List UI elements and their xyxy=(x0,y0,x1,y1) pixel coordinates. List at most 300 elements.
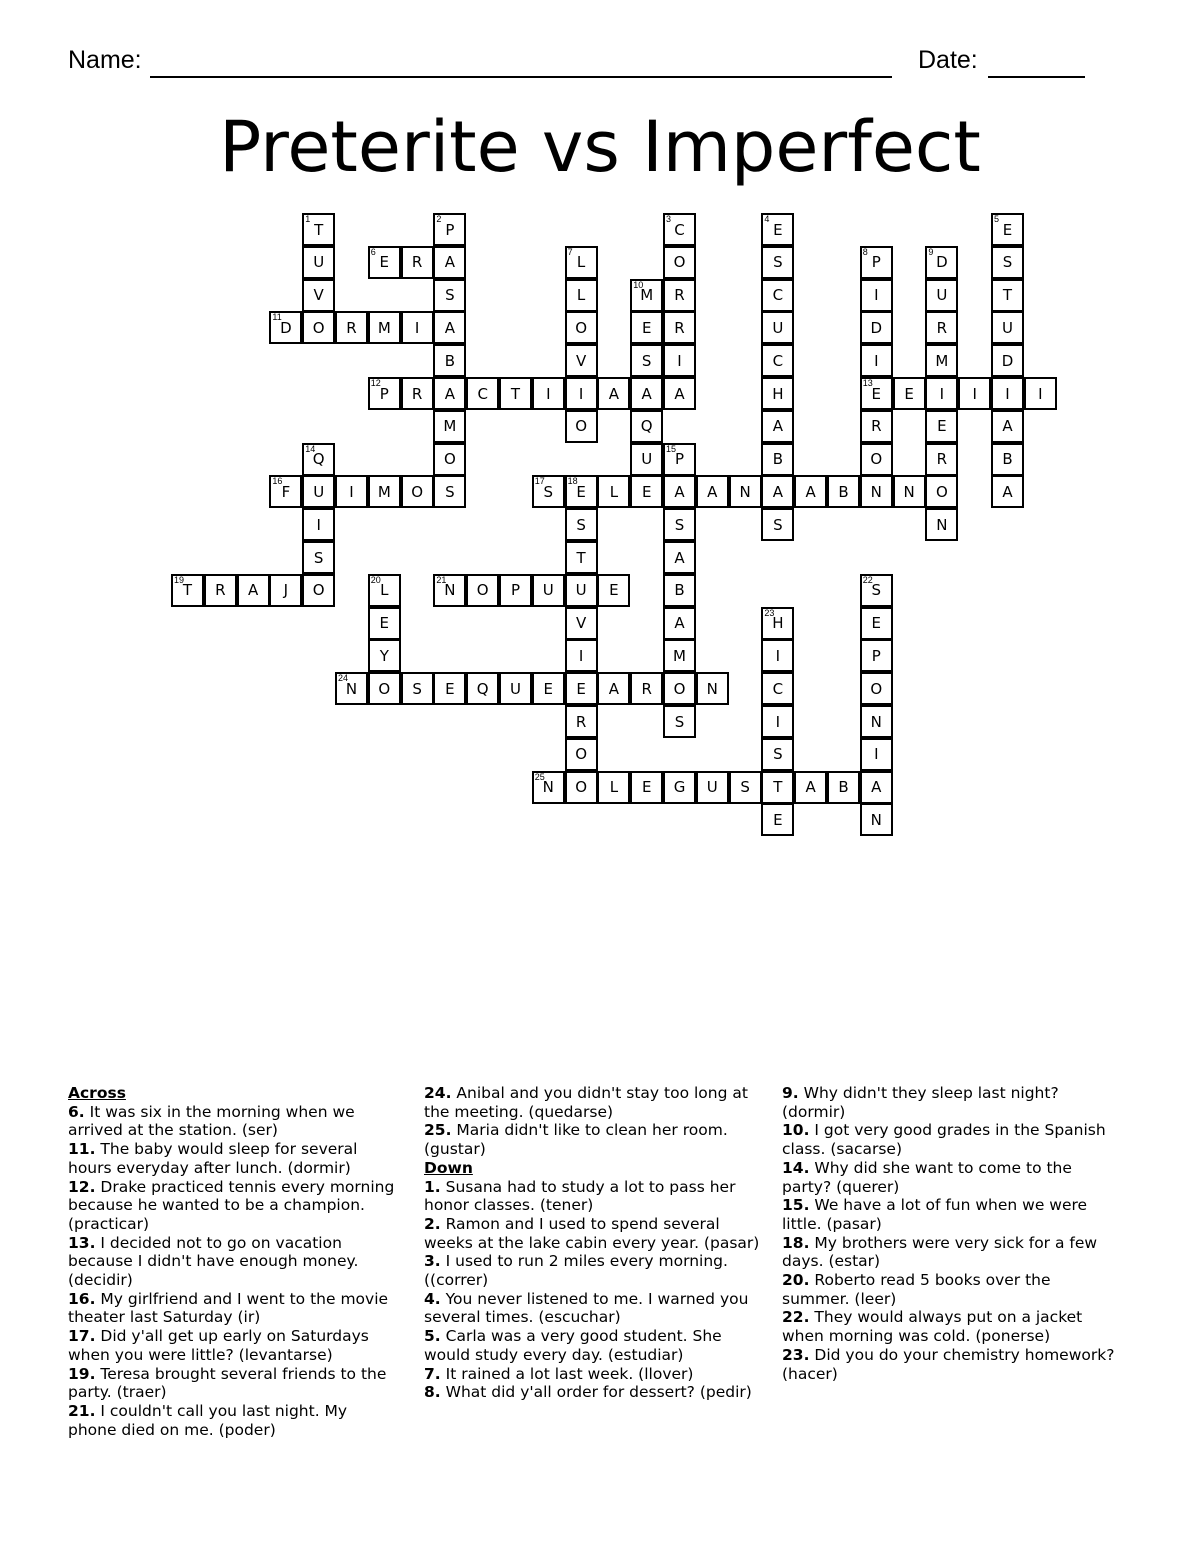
grid-cell[interactable] xyxy=(401,377,434,410)
cell-letter: U xyxy=(936,286,948,305)
grid-cell[interactable] xyxy=(794,771,827,804)
grid-cell[interactable] xyxy=(302,475,335,508)
cell-letter: A xyxy=(641,384,652,403)
cell-letter: S xyxy=(674,712,685,731)
grid-cell[interactable] xyxy=(761,377,794,410)
grid-cell[interactable] xyxy=(761,705,794,738)
grid-cell[interactable] xyxy=(860,311,893,344)
grid-cell[interactable] xyxy=(860,803,893,836)
cell-letter: O xyxy=(476,581,489,600)
cell-letter: T xyxy=(1002,286,1013,305)
cell-letter: P xyxy=(510,581,521,600)
cell-letter: E xyxy=(543,679,554,698)
grid-cell[interactable] xyxy=(401,475,434,508)
grid-cell[interactable] xyxy=(991,279,1024,312)
cell-letter: L xyxy=(609,482,619,501)
cell-letter: A xyxy=(444,318,456,337)
grid-cell[interactable] xyxy=(565,541,598,574)
cell-letter: E xyxy=(576,482,586,501)
grid-cell[interactable] xyxy=(335,311,368,344)
grid-cell[interactable] xyxy=(565,377,598,410)
grid-cell[interactable] xyxy=(729,771,762,804)
grid-cell[interactable] xyxy=(991,311,1024,344)
clue-down-23: 23. Did you do your chemistry homework? (hacer) xyxy=(782,1345,1115,1383)
clue-column-2 xyxy=(424,1084,764,1402)
grid-cell[interactable] xyxy=(630,377,663,410)
grid-cell[interactable] xyxy=(663,639,696,672)
grid-cell[interactable] xyxy=(761,246,794,279)
cell-letter: I xyxy=(874,745,879,764)
grid-cell[interactable] xyxy=(991,443,1024,476)
grid-cell[interactable] xyxy=(860,344,893,377)
grid-cell[interactable] xyxy=(696,475,729,508)
grid-cell[interactable] xyxy=(860,475,893,508)
grid-cell[interactable] xyxy=(925,377,958,410)
grid-cell[interactable] xyxy=(302,574,335,607)
cell-letter: I xyxy=(874,286,879,305)
cell-letter: R xyxy=(575,712,587,731)
grid-cell[interactable] xyxy=(761,672,794,705)
grid-cell[interactable] xyxy=(269,311,302,344)
grid-cell[interactable] xyxy=(269,475,302,508)
grid-cell[interactable] xyxy=(335,475,368,508)
grid-cell[interactable] xyxy=(401,246,434,279)
cell-letter: S xyxy=(445,482,455,501)
grid-cell[interactable] xyxy=(597,771,630,804)
cell-letter: R xyxy=(411,384,423,403)
grid-cell[interactable] xyxy=(565,344,598,377)
cell-letter: D xyxy=(280,318,292,337)
cell-letter: M xyxy=(377,318,391,337)
grid-cell[interactable] xyxy=(565,311,598,344)
cell-letter: G xyxy=(673,778,686,797)
clue-number: 23 xyxy=(764,607,775,618)
grid-cell[interactable] xyxy=(368,607,401,640)
grid-cell[interactable] xyxy=(302,311,335,344)
clue-down-8: 8. What did y'all order for dessert? (pedir) xyxy=(424,1383,752,1402)
cell-letter: N xyxy=(542,778,554,797)
grid-cell[interactable] xyxy=(663,246,696,279)
cell-letter: I xyxy=(939,384,945,403)
cell-letter: R xyxy=(674,286,685,305)
grid-cell[interactable] xyxy=(860,574,893,607)
grid-cell[interactable] xyxy=(630,475,663,508)
clue-number: 10 xyxy=(633,279,644,290)
grid-cell[interactable] xyxy=(565,279,598,312)
grid-cell[interactable] xyxy=(893,377,926,410)
grid-cell[interactable] xyxy=(761,475,794,508)
grid-cell[interactable] xyxy=(466,574,499,607)
grid-cell[interactable] xyxy=(860,639,893,672)
cell-letter: U xyxy=(575,581,587,600)
grid-cell[interactable] xyxy=(401,311,434,344)
grid-cell[interactable] xyxy=(368,574,401,607)
grid-cell[interactable] xyxy=(663,508,696,541)
cell-letter: R xyxy=(215,581,226,600)
grid-cell[interactable] xyxy=(565,639,598,672)
cell-letter: S xyxy=(313,548,324,567)
cell-letter: O xyxy=(312,318,325,337)
grid-cell[interactable] xyxy=(237,574,270,607)
grid-cell[interactable] xyxy=(860,705,893,738)
grid-cell[interactable] xyxy=(565,672,598,705)
cell-letter: S xyxy=(871,581,882,600)
grid-cell[interactable] xyxy=(696,672,729,705)
grid-cell[interactable] xyxy=(860,738,893,771)
grid-cell[interactable] xyxy=(302,508,335,541)
clue-down-18: 18. My brothers were very sick for a few days. (estar) xyxy=(782,1233,1098,1271)
clue-across-17: 17. Did y'all get up early on Saturdays when you were little? (levantarse) xyxy=(68,1327,369,1364)
grid-cell[interactable] xyxy=(860,279,893,312)
cell-letter: C xyxy=(772,351,784,370)
grid-cell[interactable] xyxy=(761,803,794,836)
grid-cell[interactable] xyxy=(761,607,794,640)
grid-cell[interactable] xyxy=(466,377,499,410)
clue-number: 24 xyxy=(338,673,349,684)
cell-letter: O xyxy=(870,450,883,469)
clue-across-11: 11. The baby would sleep for several hours everyday after lunch. (dormir) xyxy=(68,1140,358,1177)
grid-cell[interactable] xyxy=(925,279,958,312)
clue-down-20: 20. Roberto read 5 books over the summer. (leer) xyxy=(782,1271,1051,1308)
cell-letter: U xyxy=(313,482,325,501)
clue-number: 9 xyxy=(928,246,934,257)
cell-letter: O xyxy=(378,679,391,698)
grid-cell[interactable] xyxy=(991,475,1024,508)
cell-letter: O xyxy=(673,679,686,698)
cell-letter: O xyxy=(575,745,587,764)
grid-cell[interactable] xyxy=(761,279,794,312)
cell-letter: N xyxy=(870,482,882,501)
grid-cell[interactable] xyxy=(827,771,860,804)
clue-across-13: 13. I decided not to go on vacation because I didn't have enough money. (decidir) xyxy=(68,1233,359,1290)
cell-letter: I xyxy=(1005,384,1010,403)
grid-cell[interactable] xyxy=(302,443,335,476)
cell-letter: N xyxy=(706,679,718,698)
cell-letter: V xyxy=(575,351,587,370)
clue-down-10: 10. I got very good grades in the Spanish class. (sacarse) xyxy=(782,1121,1106,1159)
grid-cell[interactable] xyxy=(532,672,565,705)
grid-cell[interactable] xyxy=(761,213,794,246)
cell-letter: E xyxy=(773,810,783,829)
grid-cell[interactable] xyxy=(860,672,893,705)
grid-cell[interactable] xyxy=(761,639,794,672)
cell-letter: A xyxy=(608,679,620,698)
grid-cell[interactable] xyxy=(597,574,630,607)
grid-cell[interactable] xyxy=(433,344,466,377)
clue-down-2: 2. Ramon and I used to spend several weeks at the lake cabin every year. (pasar) xyxy=(424,1214,760,1252)
grid-cell[interactable] xyxy=(761,410,794,443)
grid-cell[interactable] xyxy=(630,344,663,377)
cell-letter: A xyxy=(772,482,784,501)
clue-down-3: 3. I used to run 2 miles every morning. ((correr) xyxy=(424,1252,728,1290)
grid-cell[interactable] xyxy=(597,475,630,508)
grid-cell[interactable] xyxy=(663,607,696,640)
grid-cell[interactable] xyxy=(368,246,401,279)
cell-letter: E xyxy=(1002,220,1013,239)
grid-cell[interactable] xyxy=(860,410,893,443)
grid-cell[interactable] xyxy=(663,705,696,738)
cell-letter: U xyxy=(772,318,784,337)
cell-letter: N xyxy=(936,515,948,534)
grid-cell[interactable] xyxy=(925,508,958,541)
grid-cell[interactable] xyxy=(302,279,335,312)
cell-letter: H xyxy=(772,614,784,633)
cell-letter: S xyxy=(412,679,422,698)
grid-cell[interactable] xyxy=(860,771,893,804)
cell-letter: Q xyxy=(312,450,325,469)
cell-letter: A xyxy=(805,482,816,501)
grid-cell[interactable] xyxy=(433,279,466,312)
cell-letter: T xyxy=(182,581,193,600)
cell-letter: A xyxy=(674,614,685,633)
grid-cell[interactable] xyxy=(729,475,762,508)
grid-cell[interactable] xyxy=(761,311,794,344)
cell-letter: O xyxy=(575,318,587,337)
grid-cell[interactable] xyxy=(925,344,958,377)
date-label: Date: xyxy=(918,46,978,74)
grid-cell[interactable] xyxy=(663,377,696,410)
clue-number: 16 xyxy=(272,476,283,487)
cell-letter: O xyxy=(443,450,456,469)
cell-letter: A xyxy=(772,417,784,436)
cell-letter: Y xyxy=(379,646,389,665)
grid-cell[interactable] xyxy=(565,574,598,607)
cell-letter: E xyxy=(641,482,652,501)
cell-letter: I xyxy=(972,384,977,403)
cell-letter: I xyxy=(775,712,781,731)
cell-letter: O xyxy=(312,581,325,600)
cell-letter: N xyxy=(345,679,358,698)
grid-cell[interactable] xyxy=(532,377,565,410)
clue-down-1: 1. Susana had to study a lot to pass her honor classes. (tener) xyxy=(424,1177,736,1215)
grid-cell[interactable] xyxy=(991,246,1024,279)
grid-cell[interactable] xyxy=(925,311,958,344)
grid-cell[interactable] xyxy=(761,344,794,377)
cell-letter: S xyxy=(773,515,783,534)
cell-letter: O xyxy=(935,482,948,501)
grid-cell[interactable] xyxy=(204,574,237,607)
grid-cell[interactable] xyxy=(532,771,565,804)
cell-letter: E xyxy=(871,384,882,403)
grid-cell[interactable] xyxy=(433,213,466,246)
grid-cell[interactable] xyxy=(499,672,532,705)
grid-cell[interactable] xyxy=(991,344,1024,377)
grid-cell[interactable] xyxy=(1024,377,1057,410)
cell-letter: N xyxy=(903,482,915,501)
cell-letter: P xyxy=(445,220,455,239)
cell-letter: O xyxy=(575,778,587,797)
grid-cell[interactable] xyxy=(925,410,958,443)
grid-cell[interactable] xyxy=(269,574,302,607)
grid-cell[interactable] xyxy=(302,246,335,279)
cell-letter: B xyxy=(838,482,849,501)
grid-cell[interactable] xyxy=(663,541,696,574)
cell-letter: U xyxy=(542,581,554,600)
grid-cell[interactable] xyxy=(761,771,794,804)
grid-cell[interactable] xyxy=(893,475,926,508)
cell-letter: M xyxy=(935,351,949,370)
cell-letter: Q xyxy=(640,417,653,436)
grid-cell[interactable] xyxy=(597,672,630,705)
grid-cell[interactable] xyxy=(433,672,466,705)
grid-cell[interactable] xyxy=(925,443,958,476)
grid-cell[interactable] xyxy=(630,672,663,705)
grid-cell[interactable] xyxy=(565,771,598,804)
cell-letter: E xyxy=(904,384,914,403)
grid-cell[interactable] xyxy=(663,771,696,804)
clue-across-21: 21. I couldn't call you last night. My phone died on me. (poder) xyxy=(68,1401,348,1439)
cell-letter: C xyxy=(772,286,784,305)
grid-cell[interactable] xyxy=(466,672,499,705)
cell-letter: R xyxy=(936,318,948,337)
cell-letter: L xyxy=(609,778,619,797)
grid-cell[interactable] xyxy=(302,213,335,246)
grid-cell[interactable] xyxy=(925,475,958,508)
grid-cell[interactable] xyxy=(630,771,663,804)
clue-number: 21 xyxy=(436,574,447,585)
grid-cell[interactable] xyxy=(368,475,401,508)
grid-cell[interactable] xyxy=(565,410,598,443)
grid-cell[interactable] xyxy=(368,672,401,705)
grid-cell[interactable] xyxy=(696,771,729,804)
cell-letter: R xyxy=(871,417,882,436)
cell-letter: V xyxy=(313,286,324,305)
grid-cell[interactable] xyxy=(630,443,663,476)
grid-cell[interactable] xyxy=(663,443,696,476)
grid-cell[interactable] xyxy=(335,672,368,705)
down-heading: Down xyxy=(424,1158,473,1177)
grid-cell[interactable] xyxy=(499,574,532,607)
grid-cell[interactable] xyxy=(925,246,958,279)
cell-letter: E xyxy=(379,253,390,272)
grid-cell[interactable] xyxy=(663,475,696,508)
cell-letter: A xyxy=(608,384,620,403)
grid-cell[interactable] xyxy=(991,213,1024,246)
grid-cell[interactable] xyxy=(761,738,794,771)
cell-letter: M xyxy=(443,417,457,436)
clue-number: 25 xyxy=(534,771,545,782)
cell-letter: I xyxy=(874,351,879,370)
grid-cell[interactable] xyxy=(565,246,598,279)
grid-cell[interactable] xyxy=(433,311,466,344)
grid-cell[interactable] xyxy=(368,639,401,672)
cell-letter: E xyxy=(445,679,455,698)
clue-column-1 xyxy=(68,1084,398,1439)
grid-cell[interactable] xyxy=(860,443,893,476)
grid-cell[interactable] xyxy=(368,311,401,344)
cell-letter: A xyxy=(247,581,259,600)
cell-letter: M xyxy=(640,286,654,305)
cell-letter: I xyxy=(1038,384,1043,403)
cell-letter: B xyxy=(674,581,685,600)
clue-number: 2 xyxy=(436,214,442,224)
grid-cell[interactable] xyxy=(565,475,598,508)
grid-cell[interactable] xyxy=(368,377,401,410)
cell-letter: S xyxy=(773,745,783,764)
grid-cell[interactable] xyxy=(565,738,598,771)
cell-letter: E xyxy=(576,679,586,698)
grid-cell[interactable] xyxy=(827,475,860,508)
cell-letter: I xyxy=(677,351,682,370)
cell-letter: M xyxy=(377,482,391,501)
grid-cell[interactable] xyxy=(630,410,663,443)
clue-number: 3 xyxy=(666,214,672,224)
clue-number: 8 xyxy=(862,246,868,257)
grid-cell[interactable] xyxy=(630,311,663,344)
cell-letter: E xyxy=(641,318,652,337)
cell-letter: D xyxy=(936,253,948,272)
grid-cell[interactable] xyxy=(171,574,204,607)
grid-cell[interactable] xyxy=(991,377,1024,410)
grid-cell[interactable] xyxy=(433,475,466,508)
grid-cell[interactable] xyxy=(860,377,893,410)
clue-number: 14 xyxy=(305,443,316,454)
cell-letter: B xyxy=(838,778,849,797)
cell-letter: I xyxy=(349,482,354,501)
grid-cell[interactable] xyxy=(433,410,466,443)
grid-cell[interactable] xyxy=(663,344,696,377)
cell-letter: T xyxy=(576,548,586,567)
grid-cell[interactable] xyxy=(433,443,466,476)
grid-cell[interactable] xyxy=(565,607,598,640)
grid-cell[interactable] xyxy=(761,443,794,476)
grid-cell[interactable] xyxy=(532,574,565,607)
grid-cell[interactable] xyxy=(860,607,893,640)
grid-cell[interactable] xyxy=(433,246,466,279)
cell-letter: R xyxy=(674,318,685,337)
grid-cell[interactable] xyxy=(663,672,696,705)
grid-cell[interactable] xyxy=(663,574,696,607)
cell-letter: S xyxy=(674,515,685,534)
grid-cell[interactable] xyxy=(663,311,696,344)
cell-letter: N xyxy=(444,581,456,600)
grid-cell[interactable] xyxy=(663,279,696,312)
cell-letter: U xyxy=(706,778,718,797)
cell-letter: I xyxy=(316,515,321,534)
grid-cell[interactable] xyxy=(630,279,663,312)
cell-letter: F xyxy=(281,482,291,501)
grid-cell[interactable] xyxy=(433,574,466,607)
clue-across-16: 16. My girlfriend and I went to the movie theater last Saturday (ir) xyxy=(68,1289,389,1327)
cell-letter: D xyxy=(1001,351,1014,370)
cell-letter: A xyxy=(674,384,685,403)
grid-cell[interactable] xyxy=(433,377,466,410)
grid-cell[interactable] xyxy=(401,672,434,705)
grid-cell[interactable] xyxy=(958,377,991,410)
cell-letter: I xyxy=(546,384,551,403)
grid-cell[interactable] xyxy=(532,475,565,508)
grid-cell[interactable] xyxy=(302,541,335,574)
cell-letter: B xyxy=(444,351,456,370)
grid-cell[interactable] xyxy=(565,508,598,541)
grid-cell[interactable] xyxy=(860,246,893,279)
clue-down-7: 7. It rained a lot last week. (llover) xyxy=(424,1364,694,1383)
clue-down-4: 4. You never listened to me. I warned you several times. (escuchar) xyxy=(424,1289,749,1327)
grid-cell[interactable] xyxy=(565,705,598,738)
grid-cell[interactable] xyxy=(794,475,827,508)
cell-letter: S xyxy=(543,482,554,501)
cell-letter: B xyxy=(772,450,784,469)
clue-down-9: 9. Why didn't they sleep last night? (dormir) xyxy=(782,1084,1059,1121)
grid-cell[interactable] xyxy=(991,410,1024,443)
grid-cell[interactable] xyxy=(663,213,696,246)
cell-letter: V xyxy=(575,614,587,633)
grid-cell[interactable] xyxy=(597,377,630,410)
grid-cell[interactable] xyxy=(761,508,794,541)
cell-letter: C xyxy=(477,384,488,403)
cell-letter: N xyxy=(870,810,882,829)
grid-cell[interactable] xyxy=(499,377,532,410)
